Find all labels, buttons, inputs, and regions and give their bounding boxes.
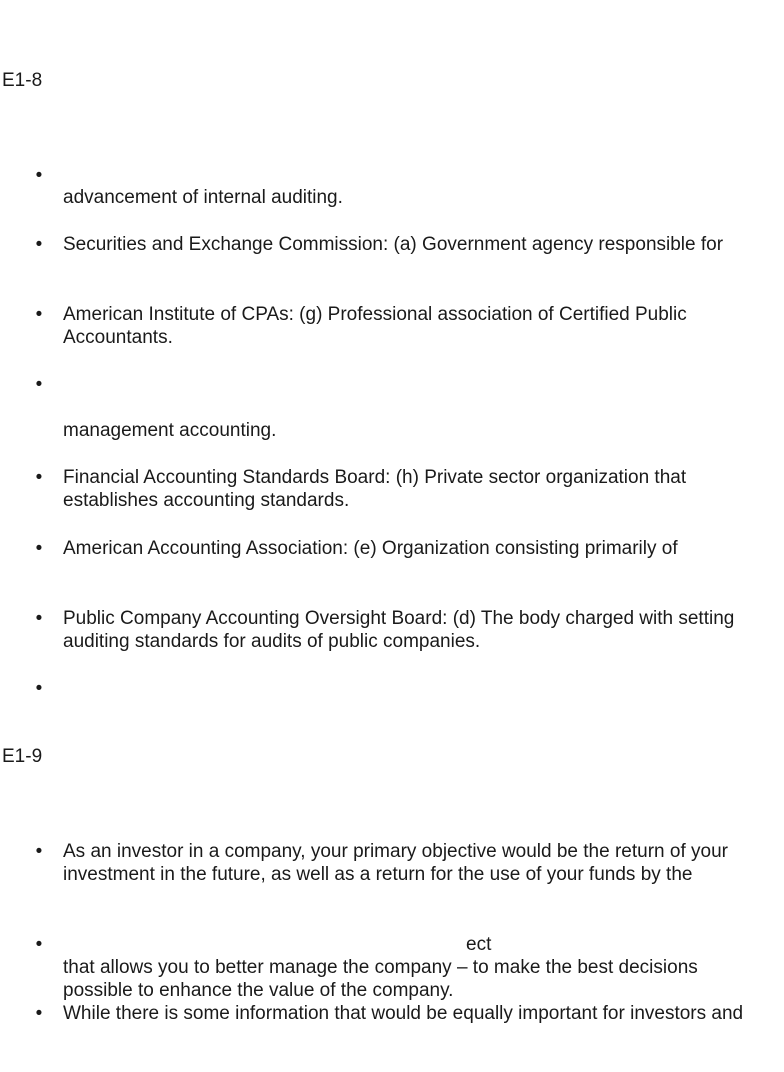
list-item-text: While there is some information that would be equally important for investors and bbox=[63, 1003, 744, 1024]
list-item-text: Financial Accounting Standards Board: (h) Private sector organization that bbox=[63, 467, 687, 488]
bullet-icon: • bbox=[35, 374, 43, 395]
list-item-text: establishes accounting standards. bbox=[63, 490, 350, 511]
bullet-icon: • bbox=[35, 678, 43, 699]
list-item-text: American Institute of CPAs: (g) Professional association of Certified Public bbox=[63, 304, 687, 325]
list-item-text: Securities and Exchange Commission: (a) Government agency responsible for bbox=[63, 234, 724, 255]
bullet-icon: • bbox=[35, 234, 43, 255]
bullet-icon: • bbox=[35, 165, 43, 186]
list-item-text: investment in the future, as well as a return for the use of your funds by the bbox=[63, 864, 693, 885]
list-item-text: management accounting. bbox=[63, 420, 277, 441]
list-item-text: advancement of internal auditing. bbox=[63, 187, 343, 208]
bullet-icon: • bbox=[35, 467, 43, 488]
list-item-text: that allows you to better manage the company – to make the best decisions bbox=[63, 957, 698, 978]
bullet-icon: • bbox=[35, 934, 43, 955]
section-heading-e1-8: E1-8 bbox=[2, 70, 43, 91]
section-heading-e1-9: E1-9 bbox=[2, 746, 43, 767]
list-item-text: As an investor in a company, your primary objective would be the return of your bbox=[63, 841, 728, 862]
bullet-icon: • bbox=[35, 1003, 43, 1024]
list-item-text: American Accounting Association: (e) Organization consisting primarily of bbox=[63, 538, 678, 559]
bullet-icon: • bbox=[35, 538, 43, 559]
bullet-icon: • bbox=[35, 841, 43, 862]
list-item-text: possible to enhance the value of the company. bbox=[63, 980, 454, 1001]
list-item-text: Public Company Accounting Oversight Board: (d) The body charged with setting bbox=[63, 608, 735, 629]
list-item-text: auditing standards for audits of public companies. bbox=[63, 631, 481, 652]
bullet-icon: • bbox=[35, 608, 43, 629]
bullet-icon: • bbox=[35, 304, 43, 325]
list-item-text: Accountants. bbox=[63, 327, 173, 348]
list-item-text: ect bbox=[466, 934, 492, 955]
